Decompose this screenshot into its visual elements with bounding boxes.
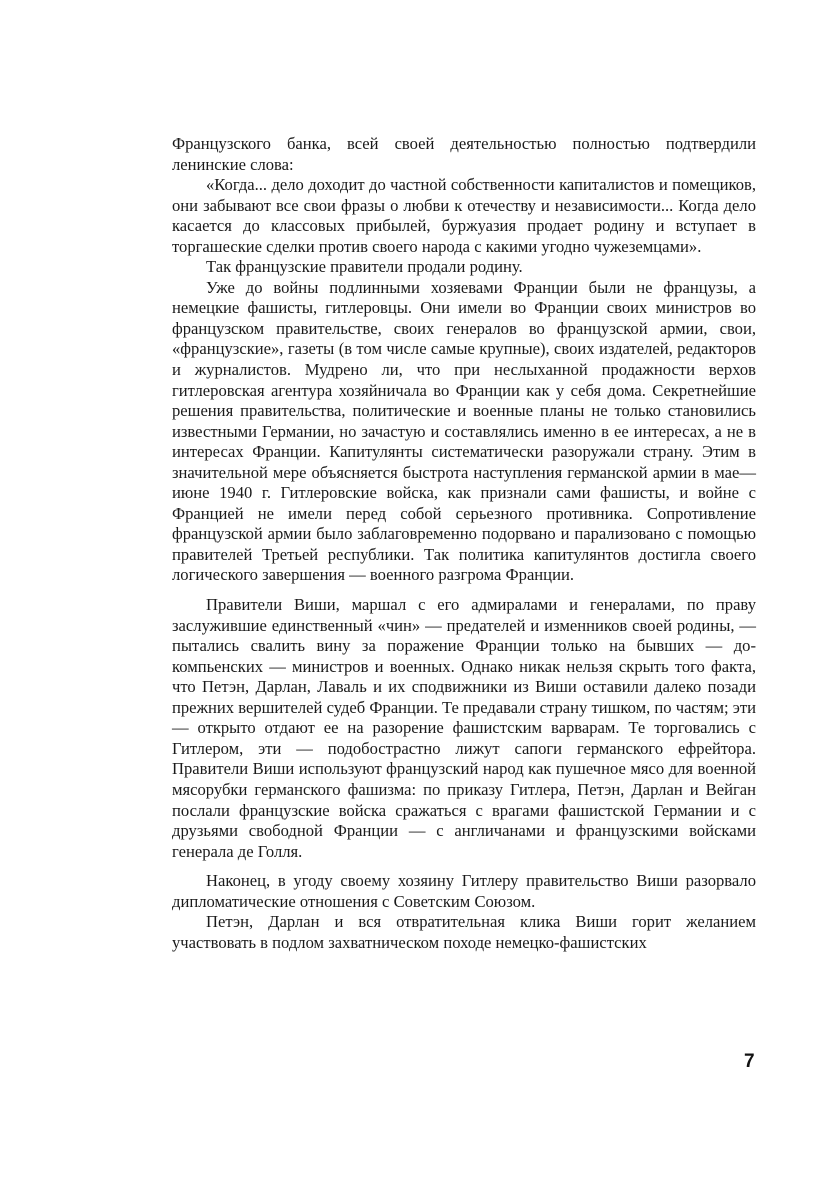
paragraph-continuation: Французского банка, всей своей деятельностью полностью подтвердили ленинские слова: (172, 134, 756, 174)
body-text (172, 134, 756, 953)
page-number: 7 (744, 1051, 755, 1072)
paragraph-petain-darlan: Петэн, Дарлан и вся отвратительная клика Виши горит желанием участвовать в подлом захватническом походе немецко-фашистских (172, 912, 756, 952)
paragraph-lenin-quote: «Когда... дело доходит до частной собственности капиталистов и помещиков, они забывают все свои фразы о любви к отечеству и независимости... Когда дело касается до классовых прибылей, буржуазия продает родину и вступает в торгашеские сделки против своего народа с какими угодно чужеземцами». (172, 175, 756, 256)
paragraph-prewar-masters: Уже до войны подлинными хозяевами Франции были не французы, а немецкие фашисты, гитлеровцы. Они имели во Франции своих министров во французском правительстве, своих генералов во французской армии, свои, «французские», газеты (в том числе самые крупные), своих издателей, редакторов и журналистов. Мудрено ли, что при неслыханной продажности верхов гитлеровская агентура хозяйничала во Франции как у себя дома. Секретнейшие решения правительства, политические и военные планы не только становились известными Германии, но зачастую и составлялись именно в ее интересах, а не в интересах Франции. Капитулянты систематически разоружали страну. Этим в значительной мере объясняется быстрота наступления германской армии в мае—июне 1940 г. Гитлеровские войска, как признали сами фашисты, и войне с Францией не имели перед собой серьезного противника. Сопротивление французской армии было заблаговременно подорвано и парализовано с помощью правителей Третьей республики. Так политика капитулянтов достигла своего логического завершения — военного разгрома Франции. (172, 277, 756, 585)
paragraph-sold-homeland: Так французские правители продали родину. (206, 257, 523, 277)
paragraph-diplomatic-break: Наконец, в угоду своему хозяину Гитлеру правительство Виши разорвало дипломатические отношения с Советским Союзом. (172, 871, 756, 911)
paragraph-vichy-rulers: Правители Виши, маршал с его адмиралами и генералами, по праву заслужившие единственный «чин» — предателей и изменников своей родины, — пытались свалить вину за поражение Франции только на бывших — до-компьенских — министров и военных. Однако никак нельзя скрыть того факта, что Петэн, Дарлан, Лаваль и их сподвижники из Виши оставили далеко позади прежних вершителей судеб Франции. Те предавали страну тишком, по частям; эти — открыто отдают ее на разорение фашистским варварам. Те торговались с Гитлером, эти — подобострастно лижут сапоги германского ефрейтора. Правители Виши используют французский народ как пушечное мясо для военной мясорубки германского фашизма: по приказу Гитлера, Петэн, Дарлан и Вейган послали французские войска сражаться с врагами фашистской Германии и с друзьями свободной Франции — с англичанами и французскими войсками генерала де Голля. (172, 595, 756, 861)
